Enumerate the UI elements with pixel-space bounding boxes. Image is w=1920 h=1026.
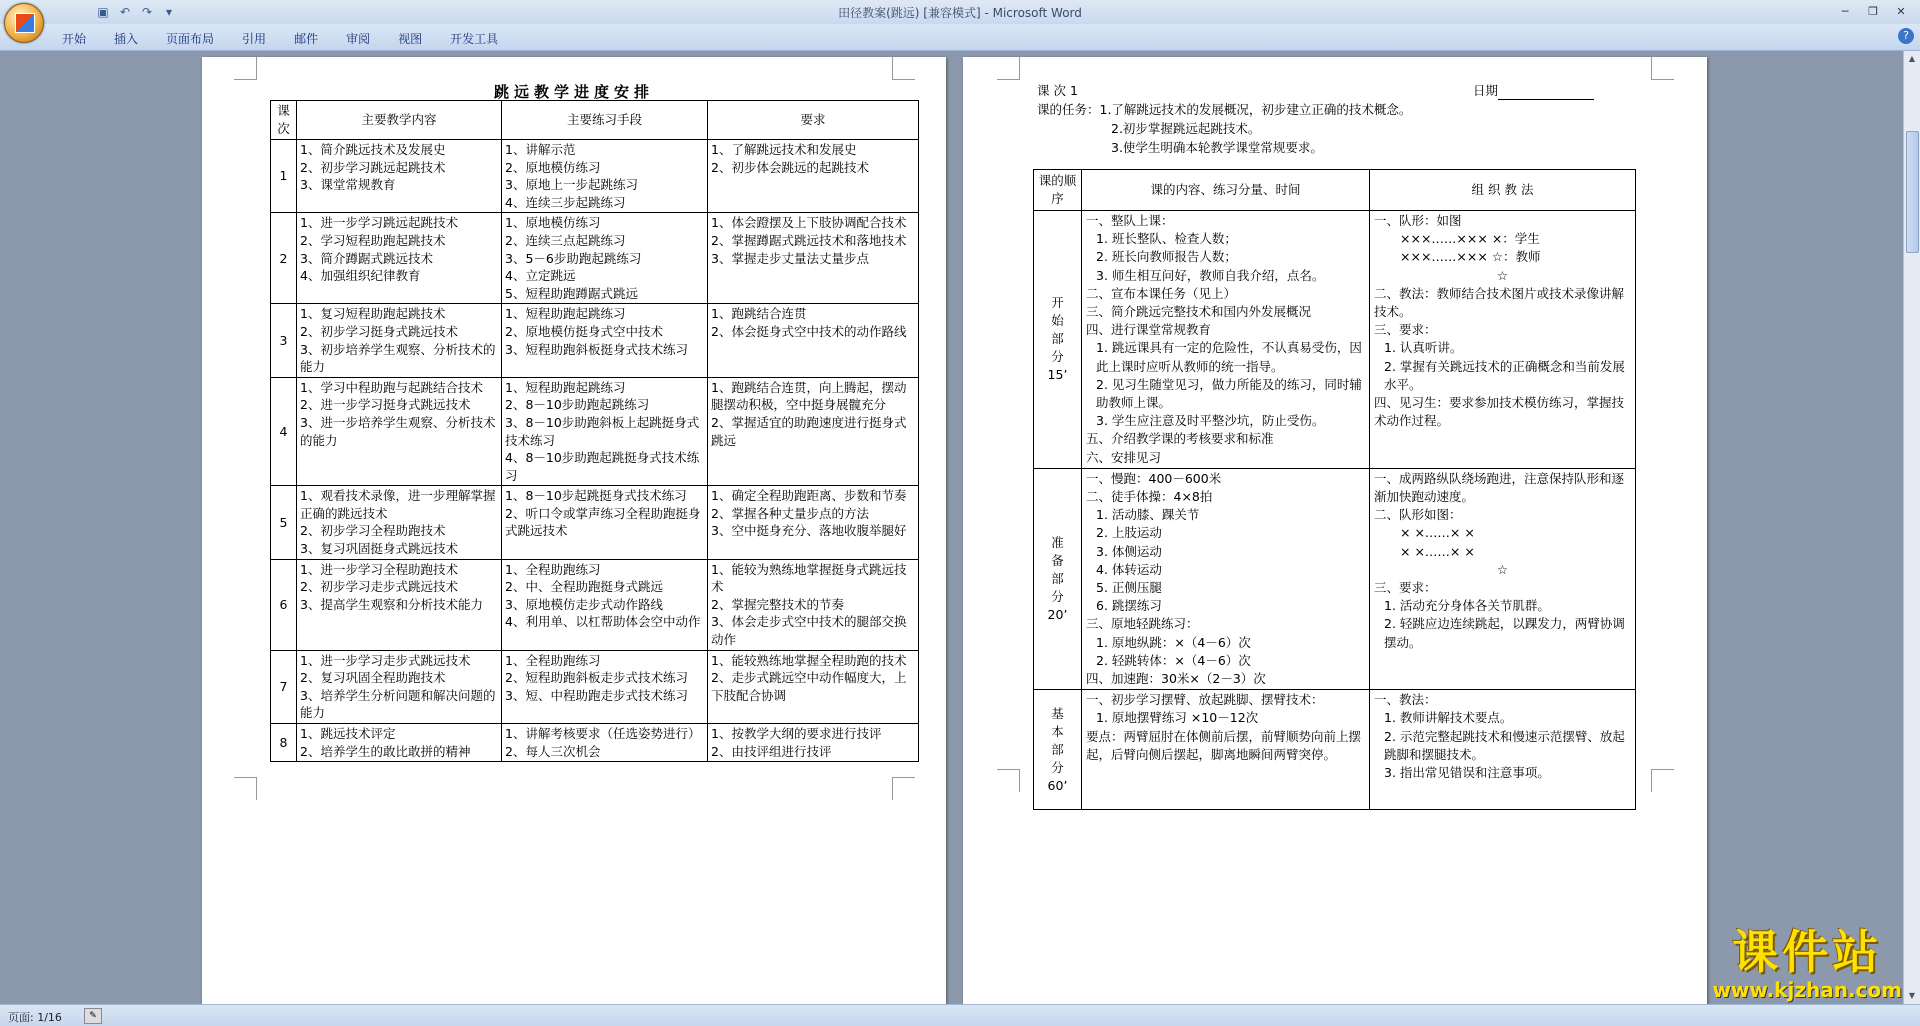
cell-content [297,724,502,762]
cell-line: 1. 教师讲解技术要点。 [1384,710,1513,726]
cell-line: 三、简介跳远完整技术和国内外发展概况 [1086,304,1312,320]
cell-line: 二、队形如图： [1374,507,1462,523]
cell-line: 2、学习短程助跑起跳技术 [300,232,446,248]
phase-char: 本 [1051,723,1064,739]
cell-line: × ×……× × [1400,543,1475,559]
cell-line: 4、立定跳远 [505,268,576,284]
scroll-down-icon[interactable]: ▼ [1908,991,1916,1000]
cell-line: 3、原地上一步起跳练习 [505,177,638,193]
ribbon-tab[interactable]: 开发工具 [450,32,499,46]
window-title: 田径教案(跳远) [兼容模式] - Microsoft Word [838,6,1082,20]
cell-line: 1、跑跳结合连贯，向上腾起，摆动腿摆动积极，空中挺身展髋充分 [711,379,907,413]
cell-line: 1、按教学大纲的要求进行技评 [711,726,882,741]
close-icon[interactable]: ✕ [1896,4,1906,18]
cell-line: 2. 示范完整起跳技术和慢速示范摆臂、放起跳脚和摆腿技术。 [1384,728,1625,762]
table-row [271,377,919,486]
scroll-thumb[interactable] [1906,131,1919,253]
cell-line: 2、短程助跑斜板走步式技术练习 [505,670,688,686]
cell-line: ×××……××× ☆：教师 [1400,249,1541,265]
cell-req [708,559,919,650]
lesson-num: 2 [271,213,297,304]
ribbon-tab[interactable]: 插入 [114,32,139,46]
cell-req [708,650,919,723]
cell-means [502,559,708,650]
cell-line: 2、掌握适宜的助跑速度进行挺身式跳远 [711,414,907,448]
cell-line: 2. 轻跳转体：×（4－6）次 [1096,652,1251,668]
save-icon[interactable]: ▣ [97,5,109,19]
cell-line: 1、短程助跑起跳练习 [505,306,626,322]
cell-line: 3、复习巩固挺身式跳远技术 [300,541,458,557]
cell-line: 二、教法：教师结合技术图片或技术录像讲解技术。 [1374,285,1625,320]
cell-line: 3、空中挺身充分、落地收腹举腿好 [711,523,907,539]
cell-line: 1. 认真听讲。 [1384,340,1463,356]
cell-line: 一、慢跑：400－600米 [1086,470,1222,486]
corner-mark [997,769,1020,792]
cell-line: 2、8－10步助跑起跳练习 [505,397,650,413]
cell-line: 2. 班长向教师报告人数； [1096,249,1237,265]
cell-line: 二、徒手体操：4×8拍 [1086,489,1213,505]
phase-cell [1034,211,1082,469]
cell-method [1370,211,1636,469]
office-logo-icon [15,13,35,33]
phase-cell [1034,690,1082,810]
cell-line: 2、初步学习全程助跑技术 [300,523,446,539]
task-line: 课的任务：1.了解跳远技术的发展概况，初步建立正确的技术概念。 [1037,102,1412,117]
cell-line: 1、学习中程助跑与起跳结合技术 [300,379,483,395]
phase-char: 分 [1051,589,1064,605]
lesson-num: 1 [271,140,297,213]
corner-mark [234,777,257,800]
cell-content [1082,690,1370,810]
watermark [1712,926,1902,1002]
cell-line: 3. 体侧运动 [1096,543,1162,559]
cell-content [297,304,502,377]
cell-line: 1、能较熟练地掌握全程助跑的技术 [711,652,907,668]
cell-means [502,140,708,213]
table-row [271,559,919,650]
col-header: 组 织 教 法 [1370,170,1636,211]
phase-char: 部 [1051,741,1064,757]
cell-line: 一、成两路纵队绕场跑进，注意保持队形和逐渐加快跑动速度。 [1374,470,1625,505]
cell-line: 2. 轻跳应边连续跳起，以踝发力，两臂协调摆动。 [1384,616,1625,650]
cell-content [1082,211,1370,469]
cell-content [297,140,502,213]
minimize-icon[interactable]: ─ [1841,4,1849,18]
phase-char: 分 [1051,349,1064,365]
cell-line: 3、简介蹲踞式跳远技术 [300,250,433,266]
schedule-table [270,100,919,762]
cell-line: 2、连续三点起跳练习 [505,232,626,248]
cell-means [502,486,708,559]
cell-line: 4. 体转运动 [1096,561,1162,577]
cell-line: 1、进一步学习跳远起跳技术 [300,215,458,231]
restore-icon[interactable]: ❐ [1868,4,1878,18]
cell-line: 1、确定全程助跑距离、步数和节奏 [711,488,907,504]
cell-content [297,559,502,650]
cell-line: 1. 跳远课具有一定的危险性，不认真易受伤，因此上课时应听从教师的统一指导。 [1096,340,1362,374]
cell-line: 2、原地模仿挺身式空中技术 [505,323,663,339]
cell-means [502,213,708,304]
cell-line: 3、提高学生观察和分析技术能力 [300,596,483,612]
status-bar [0,1004,1920,1026]
cell-req [708,213,919,304]
document-area[interactable] [0,51,1904,1004]
window-controls [1832,2,1914,20]
cell-line: 3、培养学生分析问题和解决问题的能力 [300,687,496,721]
cell-line: × ×……× × [1400,525,1475,541]
corner-mark [234,57,257,80]
cell-line: 5. 正侧压腿 [1096,580,1162,596]
col-header: 要求 [708,101,919,140]
corner-mark [997,57,1020,80]
cell-line: 2、进一步学习挺身式跳远技术 [300,397,471,413]
cell-line: 1、体会蹬摆及上下肢协调配合技术 [711,215,907,231]
cell-line: 1、复习短程助跑起跳技术 [300,306,446,322]
cell-req [708,724,919,762]
undo-icon[interactable]: ↶ [119,5,131,19]
ribbon-tab[interactable]: 开始 [62,32,87,46]
cell-req [708,304,919,377]
cell-line: 3、短程助跑斜板挺身式技术练习 [505,341,688,357]
cell-line: 3、掌握走步丈量法丈量步点 [711,250,869,266]
cell-line: 5、短程助跑蹲踞式跳远 [505,285,638,301]
cell-line: 1. 班长整队、检查人数； [1096,231,1237,247]
cell-line: 2、中、全程助跑挺身式跳远 [505,579,663,595]
cell-line: 四、见习生：要求参加技术模仿练习，掌握技术动作过程。 [1374,395,1625,429]
cell-line: 一、初步学习摆臂、放起跳脚、摆臂技术： [1086,692,1324,708]
cell-line: 1、了解跳远技术和发展史 [711,142,857,157]
lesson-num: 8 [271,724,297,762]
table-row [271,724,919,762]
cell-line: 2、复习巩固全程助跑技术 [300,670,446,686]
cell-line: 1. 原地摆臂练习 ×10－12次 [1096,710,1259,726]
cell-line: 1、简介跳远技术及发展史 [300,142,446,157]
title-bar [0,0,1920,24]
cell-content [297,213,502,304]
cell-line: 4、加强组织纪律教育 [300,268,421,284]
cell-line: 1、能较为熟练地掌握挺身式跳远技术 [711,561,907,595]
ribbon-tab[interactable]: 引用 [242,32,267,46]
lesson-num: 5 [271,486,297,559]
ribbon [0,24,1920,51]
date-field: 日期 [1473,81,1594,100]
cell-line: 1、短程助跑起跳练习 [505,379,626,395]
cell-line: 3、短、中程助跑走步式技术练习 [505,687,688,703]
section-row [1034,468,1636,689]
cell-line: 3、体会走步式空中技术的腿部交换动作 [711,614,907,648]
cell-line: 2、原地模仿练习 [505,159,601,175]
cell-line: 2、初步学习走步式跳远技术 [300,579,458,595]
ribbon-tab[interactable]: 视图 [398,32,423,46]
cell-line: 1、原地模仿练习 [505,215,601,231]
cell-line: 2、听口令或掌声练习全程助跑挺身式跳远技术 [505,505,701,539]
cell-line: 三、要求： [1374,580,1437,596]
phase-char: 基 [1051,705,1064,721]
office-button[interactable] [4,3,44,43]
scroll-up-icon[interactable]: ▲ [1908,54,1916,63]
cell-line: 要点：两臂屈肘在体侧前后摆，前臂顺势向前上摆起，后臂向侧后摆起，脚离地瞬间两臂突停。 [1086,728,1362,762]
lesson-num: 3 [271,304,297,377]
corner-mark [1651,769,1674,792]
corner-mark [1651,57,1674,80]
help-icon[interactable]: ? [1898,28,1914,44]
phase-char: 分 [1051,759,1064,775]
cell-line: 1、观看技术录像，进一步理解掌握正确的跳远技术 [300,488,496,521]
cell-line: 3、5－6步助跑起跳练习 [505,250,642,266]
cell-line: 3. 师生相互问好，教师自我介绍，点名。 [1096,267,1325,283]
cell-line: 五、介绍教学课的考核要求和标准 [1086,431,1274,447]
cell-line: 3. 指出常见错误和注意事项。 [1384,765,1550,781]
cell-line: 2、体会挺身式空中技术的动作路线 [711,323,907,339]
phase-char: 20’ [1047,607,1068,623]
cell-content [297,377,502,486]
cell-line: 1、讲解考核要求（任选姿势进行） [505,726,701,741]
proofing-icon[interactable]: ✎ [84,1008,102,1024]
customize-icon[interactable]: ▾ [165,5,173,19]
cell-line: 二、宣布本课任务（见上） [1086,285,1237,301]
lesson-number: 课 次 1 [1037,83,1078,98]
phase-char: 始 [1051,313,1064,329]
phase-cell [1034,468,1082,689]
lesson-header [1037,81,1637,157]
cell-line: 1、8－10步起跳挺身式技术练习 [505,488,687,504]
redo-icon[interactable]: ↷ [141,5,153,19]
cell-line: 1、进一步学习全程助跑技术 [300,561,458,577]
cell-method [1370,690,1636,810]
ribbon-tab[interactable]: 审阅 [346,32,371,46]
cell-line: 2、每人三次机会 [505,743,601,759]
cell-line: 2、初步体会跳远的起跳技术 [711,159,869,175]
cell-line: 3、课堂常规教育 [300,177,396,193]
cell-line: 4、8－10步助跑起跳挺身式技术练习 [505,450,700,483]
cell-line: 三、原地轻跳练习： [1086,616,1199,632]
lesson-plan-table [1033,169,1636,810]
phase-char: 开 [1051,295,1064,311]
corner-mark [892,777,915,800]
cell-req [708,140,919,213]
task-line: 2.初步掌握跳远起跳技术。 [1111,121,1261,136]
cell-means [502,724,708,762]
lesson-num: 4 [271,377,297,486]
cell-line: 1、跳远技术评定 [300,726,396,741]
cell-line: 1、讲解示范 [505,142,576,157]
cell-line: 1、全程助跑练习 [505,561,601,577]
cell-line: 1. 活动膝、踝关节 [1096,507,1200,523]
cell-line: 1. 活动充分身体各关节肌群。 [1384,598,1550,614]
phase-char: 60’ [1047,777,1068,793]
cell-line: 3、进一步培养学生观察、分析技术的能力 [300,414,496,448]
lesson-num: 7 [271,650,297,723]
cell-line: 3. 学生应注意及时平整沙坑，防止受伤。 [1096,413,1325,429]
cell-line: 1. 原地纵跳：×（4－6）次 [1096,634,1251,650]
cell-line: ×××……××× ×：学生 [1400,231,1540,247]
table-row [271,486,919,559]
page-title: 跳远教学进度安排 [493,83,654,101]
cell-line: 2、培养学生的敢比敢拼的精神 [300,743,471,759]
cell-method [1370,468,1636,689]
ribbon-tab[interactable]: 邮件 [294,32,319,46]
cell-line: 1、进一步学习走步式跳远技术 [300,652,471,668]
watermark-url: www.kjzhan.com [1712,978,1902,1002]
phase-char: 备 [1051,553,1064,569]
page-2 [963,57,1707,1004]
cell-line: ☆ [1496,561,1509,577]
page-count[interactable]: 页面: 1/16 [8,1011,62,1024]
cell-line: 四、加速跑：30米×（2－3）次 [1086,671,1266,687]
lesson-num: 6 [271,559,297,650]
cell-line: 1、全程助跑练习 [505,652,601,668]
cell-line: 1、跑跳结合连贯 [711,306,807,322]
cell-means [502,304,708,377]
cell-line: 一、整队上课： [1086,213,1174,228]
cell-req [708,377,919,486]
page-1 [202,57,946,1004]
table-row [271,650,919,723]
cell-line: 2. 见习生随堂见习，做力所能及的练习，同时辅助教师上课。 [1096,376,1362,411]
cell-line: 三、要求： [1374,322,1437,338]
cell-line: 四、进行课堂常规教育 [1086,322,1212,338]
cell-line: 一、队形：如图 [1374,213,1462,228]
section-row [1034,690,1636,810]
phase-char: 部 [1051,331,1064,347]
cell-line: 3、8－10步助跑斜板上起跳挺身式技术练习 [505,414,700,448]
cell-means [502,650,708,723]
cell-line: 一、教法： [1374,692,1437,708]
task-line: 3.使学生明确本轮教学课堂常规要求。 [1111,140,1323,155]
vertical-scrollbar[interactable] [1903,51,1920,1004]
col-header: 主要教学内容 [297,101,502,140]
cell-line: 六、安排见习 [1086,449,1162,465]
cell-line: 3、原地模仿走步式动作路线 [505,596,663,612]
phase-char: 部 [1051,571,1064,587]
cell-line: 4、连续三步起跳练习 [505,194,626,210]
cell-line: 4、利用单、以杠帮助体会空中动作 [505,614,701,630]
cell-line: 2、掌握各种丈量步点的方法 [711,505,869,521]
cell-line: 2、走步式跳远空中动作幅度大，上下肢配合协调 [711,670,907,703]
cell-line: 6. 跳摆练习 [1096,598,1162,614]
cell-line: 2、掌握完整技术的节奏 [711,596,844,612]
cell-line: 2. 掌握有关跳远技术的正确概念和当前发展水平。 [1384,358,1625,392]
ribbon-tabs [48,28,512,49]
cell-content [297,650,502,723]
cell-content [297,486,502,559]
col-header: 课次 [271,101,297,140]
cell-line: 2、由技评组进行技评 [711,743,832,759]
table-row [271,213,919,304]
col-header: 课的顺序 [1034,170,1082,211]
cell-content [1082,468,1370,689]
cell-req [708,486,919,559]
col-header: 主要练习手段 [502,101,708,140]
phase-char: 15’ [1047,367,1068,383]
col-header: 课的内容、练习分量、时间 [1082,170,1370,211]
section-row [1034,211,1636,469]
cell-line: 2、初步学习挺身式跳远技术 [300,323,458,339]
cell-line: 2. 上肢运动 [1096,525,1162,541]
cell-line: ☆ [1496,267,1509,283]
phase-char: 准 [1051,535,1064,551]
cell-line: 3、初步培养学生观察、分析技术的能力 [300,341,496,375]
table-row [271,304,919,377]
cell-line: 2、掌握蹲踞式跳远技术和落地技术 [711,232,907,248]
cell-means [502,377,708,486]
corner-mark [892,57,915,80]
watermark-logo: 课件站 [1732,925,1883,979]
ribbon-tab[interactable]: 页面布局 [166,32,215,46]
table-row [271,140,919,213]
cell-line: 2、初步学习跳远起跳技术 [300,159,446,175]
